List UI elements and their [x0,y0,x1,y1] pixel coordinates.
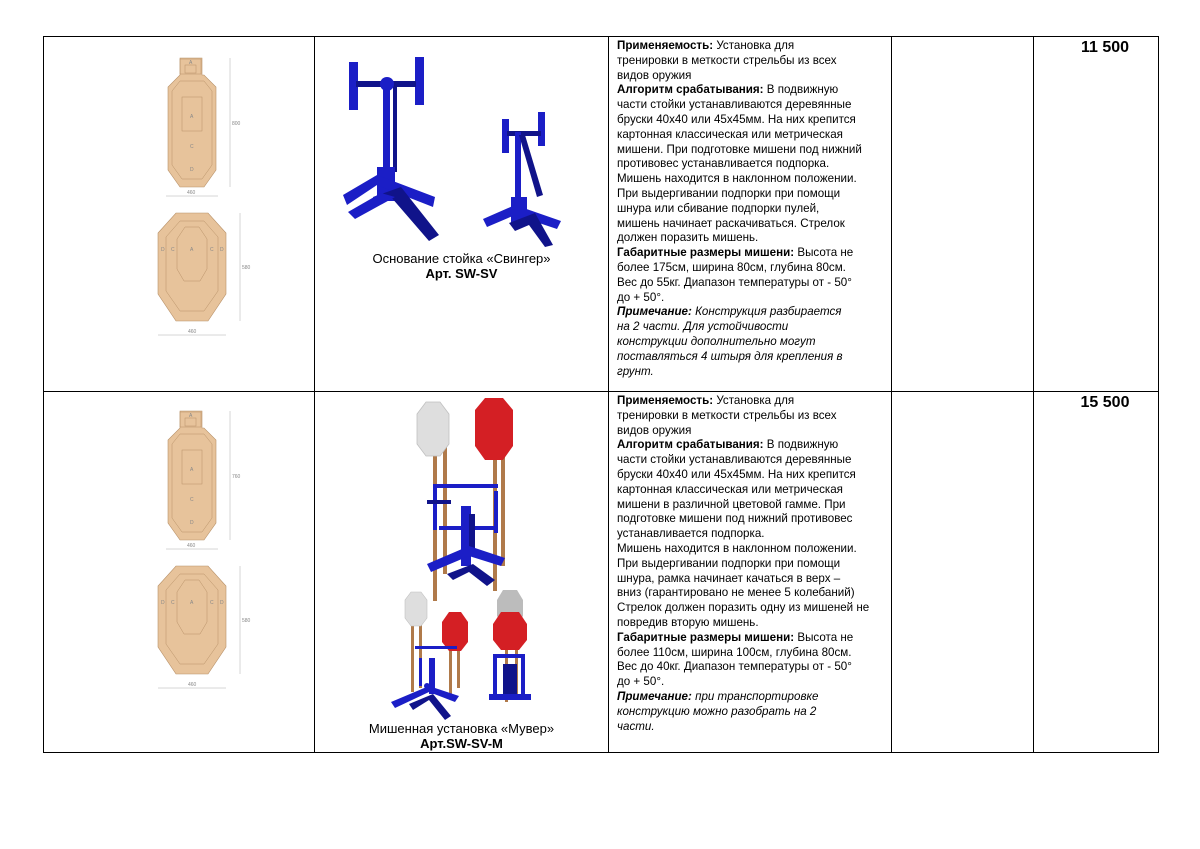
zone-label: C [190,497,194,503]
dimensions-label: Габаритные размеры мишени: [617,246,795,260]
note-label: Примечание: [617,689,692,703]
empty-cell [892,37,1034,392]
table-row [44,37,1159,392]
zone-label: D [190,520,194,526]
steel-target-drawing [140,209,260,344]
zone-label: A [189,60,193,66]
product-description: Применяемость: Установка для тренировки в меткости стрельбы из всех видов оружия Алгоритм срабатывания: В подвижную части стойки устанавливаются деревянные бруски 40х40 или 45х45мм. На них крепится картонная классическая или метрическая мишени в различной цветовой гамме. При подготовке мишени под нижний противовес устанавливается подпорка. Мишень находится в наклонном положении. При выдергивании подпорки при помощи шнура, рамка начинает качаться в верх – вниз (гарантировано не менее 5 колебаний) Стрелок должен поразить одну из мишеней не повредив вторую мишень. Габаритные размеры мишени: Высота не более 110см, ширина 100см, глубина 80см. Вес до 40кг. Диапазон температуры от - 50° до + 50°. Примечание: при транспортировке конструкцию можно разобрать на 2 части. [617,394,870,733]
width-dimension: 460 [187,190,196,196]
zone-label: D [161,600,165,606]
zone-label: C [171,600,175,606]
price: 15 500 [1080,394,1130,411]
height-dimension: 800 [232,121,241,127]
product-image-cell [315,37,609,392]
swinger-stand-image [343,47,583,247]
height-dimension: 580 [242,618,251,624]
width-dimension: 460 [188,682,197,688]
description-cell [609,37,892,392]
zone-label: C [210,247,214,253]
zone-label: A [190,247,194,253]
zone-label: C [190,144,194,150]
table-row [44,392,1159,753]
ipsc-target-drawing [142,55,252,205]
zone-label: D [190,167,194,173]
applicability-label: Применяемость: [617,394,714,407]
width-dimension: 460 [187,543,196,549]
zone-label: D [161,247,165,253]
algorithm-label: Алгоритм срабатывания: [617,83,764,97]
empty-cell [892,392,1034,753]
algorithm-label: Алгоритм срабатывания: [617,438,764,452]
zone-label: C [171,247,175,253]
applicability-label: Применяемость: [617,39,714,52]
price: 11 500 [1080,39,1130,56]
product-article: Арт. SW-SV [425,266,498,281]
target-drawings-cell [44,392,315,753]
width-dimension: 460 [188,329,197,335]
description-cell [609,392,892,753]
zone-label: A [189,413,193,419]
note-label: Примечание: [617,305,692,319]
height-dimension: 760 [232,474,241,480]
dimensions-label: Габаритные размеры мишени: [617,630,795,644]
product-title: Мишенная установка «Мувер» [368,721,555,736]
product-title: Основание стойка «Свингер» [372,251,551,266]
product-description: Применяемость: Установка для тренировки в меткости стрельбы из всех видов оружия Алгоритм срабатывания: В подвижную части стойки устанавливаются деревянные бруски 40х40 или 45х45мм. На них крепится картонная классическая или метрическая мишени. При подготовке мишени под нижний противовес устанавливается подпорка. Мишень находится в наклонном положении. При выдергивании подпорки при помощи шнура или сбивание подпорки пулей, мишень начинает раскачиваться. Стрелок должен поразить мишень. Габаритные размеры мишени: Высота не более 175см, ширина 80см, глубина 80см. Вес до 55кг. Диапазон температуры от - 50° до + 50°. Примечание: Конструкция разбирается на 2 части. Для устойчивости конструкции дополнительно могут поставляться 4 штыря для крепления в грунт. [617,39,862,378]
steel-target-drawing [140,562,260,697]
zone-label: A [190,600,194,606]
product-table [43,36,1159,753]
product-article: Арт.SW-SV-M [420,736,503,751]
mover-stand-image [369,396,569,726]
zone-label: A [190,114,194,120]
height-dimension: 580 [242,265,251,271]
zone-label: A [190,467,194,473]
price-cell [1034,37,1159,392]
product-image-cell [315,392,609,753]
zone-label: D [220,600,224,606]
price-cell [1034,392,1159,753]
zone-label: D [220,247,224,253]
zone-label: C [210,600,214,606]
ipsc-target-drawing [142,408,252,558]
target-drawings-cell [44,37,315,392]
